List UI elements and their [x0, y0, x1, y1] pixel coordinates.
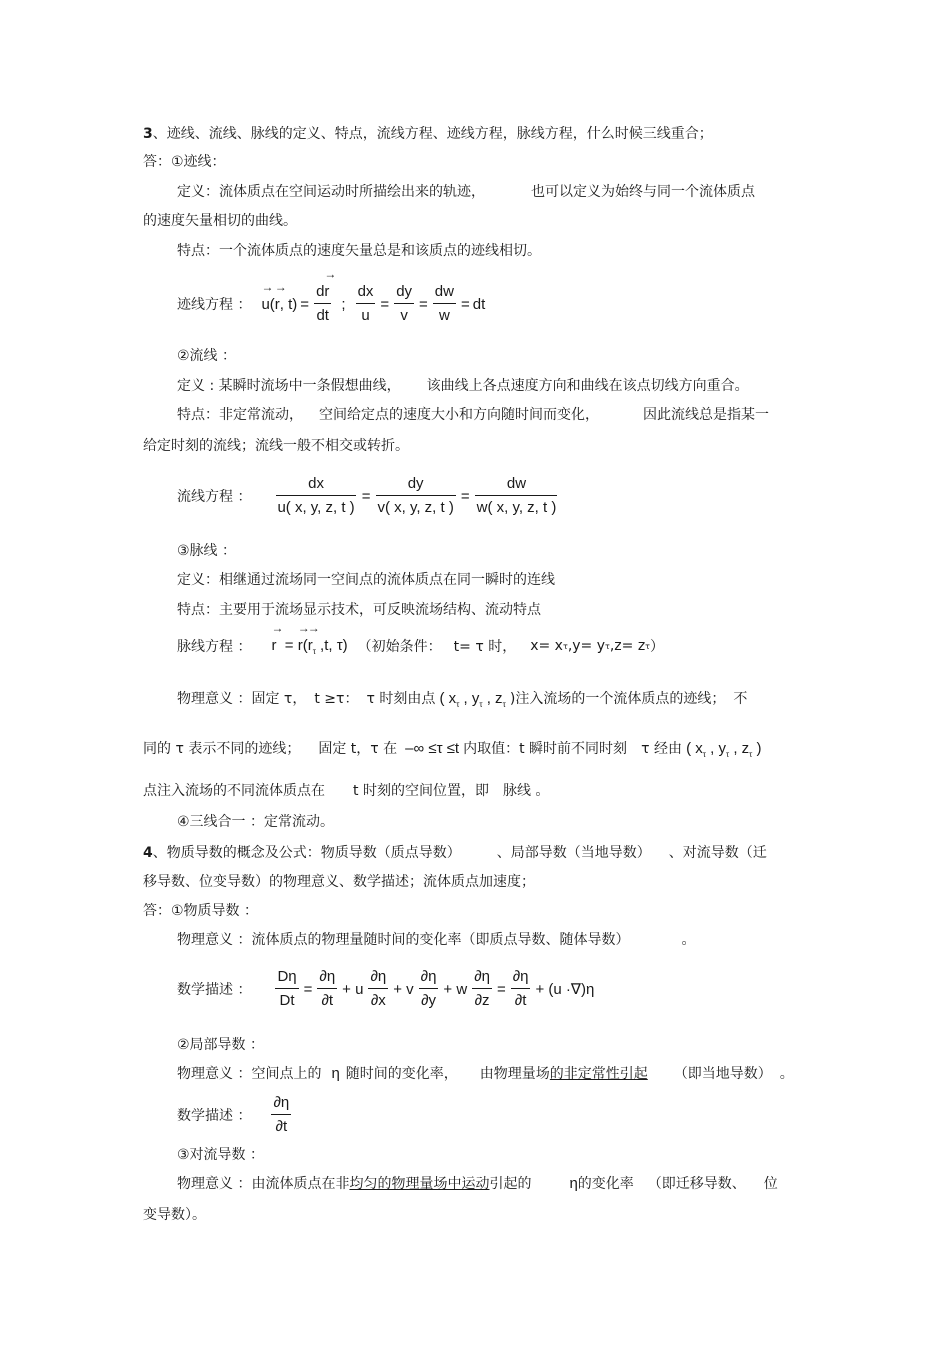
fraction: $\frac{\partial\eta}{\partial x}$ [370, 968, 387, 1009]
three-lines-coincide: ④三线合一 ：定常流动。 [177, 814, 335, 830]
streakline-title: ③脉线 ： [177, 543, 237, 559]
convective-derivative-meaning-cont: 变导数）。 [143, 1207, 206, 1223]
fraction: $\frac{dw}{w}$ [434, 283, 454, 324]
fraction: $\frac{\partial\eta}{\partial t}$ [512, 968, 529, 1009]
streamline-feature-cont: 给定时刻的流线；流线一般不相交或转折。 [143, 438, 409, 454]
material-derivative-formula: 数学描述 ： $\frac{D\eta}{Dt}$ = $\frac{\partial\eta}{\partial t}$ + u $\frac{\partial\eta}{\partial x}$ + v $\frac{\partial\eta}{\partial y}$ + w $\frac{\partial\eta}{\partial z}$ = $\frac{\partial\eta}{\partial t}$ + (u ·∇)η [177, 968, 595, 1009]
fraction: $\frac{dx}{u}$ [357, 283, 374, 324]
local-derivative-meaning: 物理意义 ：空间点上的 η 随时间的变化率， 由物理量场的非定常性引起 （即当地导数） 。 [177, 1065, 794, 1082]
streamline-equation: 流线方程 ： $\frac{dx}{u( x, y, z, t )}$ = $\frac{dy}{v( x, y, z, t )}$ = $\frac{dw}{w( x, y, z, t )}$ [177, 475, 557, 516]
question-3-heading [143, 124, 713, 144]
eq-term: → r = → $r(\to r_\tau$ ,t, τ) [271, 637, 347, 656]
convective-derivative-title: ③对流导数 ： [177, 1147, 265, 1163]
question-number: 3 [143, 126, 153, 142]
fraction: $\frac{\partial\eta}{\partial t}$ [319, 968, 336, 1009]
answer-label: 答：①迹线： [143, 154, 226, 170]
streakline-physical-meaning-3: 点注入流场的不同流体质点在 t 时刻的空间位置，即 脉线 。 [143, 783, 550, 799]
streakline-physical-meaning: 物理意义 ：固定 τ， t ≥τ： τ 时刻由点 ( $x_\tau$ , $y_\tau$ , $z_\tau$ )注入流场的一个流体质点的迹线； 不 [177, 690, 748, 709]
fraction: $\frac{dy}{v}$ [396, 283, 413, 324]
streakline-physical-meaning-2: 同的 τ 表示不同的迹线； 固定 t，τ 在 –∞ ≤τ ≤t 内取值：t 瞬时前不同时刻 τ 经由 ( $x_\tau$ , $y_\tau$ , $z_\tau$ ) [143, 740, 762, 759]
streakline-definition: 定义：相继通过流场同一空间点的流体质点在同一瞬时的连线 [177, 572, 555, 588]
fraction: $\frac{\partial\eta}{\partial y}$ [420, 968, 437, 1009]
streamline-feature: 特点：非定常流动， 空间给定点的速度大小和方向随时间而变化， 因此流线总是指某一 [177, 407, 769, 423]
eq-term: → u(→ r, t) [261, 296, 297, 313]
pathline-equation: 迹线方程 ： → u(→ r, t) = $\frac{d\to r}{dt}$ ; $\frac{dx}{u}$ = $\frac{dy}{v}$ = $\frac{dw}{w}$ = dt [177, 283, 485, 325]
fraction: $\frac{d\to r}{dt}$ [314, 283, 331, 325]
streakline-feature: 特点：主要用于流场显示技术，可反映流场结构、流动特点 [177, 602, 541, 618]
convective-derivative-meaning: 物理意义 ：由流体质点在非均匀的物理量场中运动引起的 η的变化率 （即迁移导数、 位 [177, 1175, 778, 1192]
question-4-heading: 4、物质导数的概念及公式：物质导数（质点导数） 、局部导数（当地导数） 、对流导数（迁 [143, 845, 767, 861]
question-text: 、迹线、流线、脉线的定义、特点，流线方程、迹线方程，脉线方程，什么时候三线重合； [152, 126, 713, 142]
streamline-title: ②流线 ： [177, 348, 237, 364]
fraction: $\frac{D\eta}{Dt}$ [277, 968, 297, 1009]
question-number: 4 [143, 845, 153, 861]
answer-label: 答：①物质导数 ： [143, 903, 259, 919]
fraction: $\frac{dw}{w( x, y, z, t )}$ [476, 475, 557, 516]
fraction: $\frac{dy}{v( x, y, z, t )}$ [377, 475, 454, 516]
pathline-definition: 定义：流体质点在空间运动时所描绘出来的轨迹， 也可以定义为始终与同一个流体质点 [177, 184, 755, 200]
local-derivative-formula: 数学描述 ： $\frac{\partial\eta}{\partial t}$ [177, 1094, 290, 1135]
question-4-heading-cont: 移导数、位变导数）的物理意义、数学描述；流体质点加速度； [143, 874, 535, 890]
pathline-feature: 特点：一个流体质点的速度矢量总是和该质点的迹线相切。 [177, 243, 541, 259]
material-derivative-meaning: 物理意义 ：流体质点的物理量随时间的变化率（即质点导数、随体导数） 。 [177, 932, 696, 948]
streamline-definition: 定义 : 某瞬时流场中一条假想曲线， 该曲线上各点速度方向和曲线在该点切线方向重合。 [177, 378, 749, 394]
pathline-definition-cont: 的速度矢量相切的曲线。 [143, 213, 297, 229]
streakline-equation: 脉线方程 ： → r = → $r(\to r_\tau$ ,t, τ) （初始条件： t= τ 时， x= x τ ,y= y τ ,z= z τ ） [177, 636, 664, 656]
fraction: $\frac{\partial\eta}{\partial t}$ [273, 1094, 290, 1135]
fraction: $\frac{dx}{u( x, y, z, t )}$ [277, 475, 355, 516]
local-derivative-title: ②局部导数 ： [177, 1037, 265, 1053]
fraction: $\frac{\partial\eta}{\partial z}$ [474, 968, 490, 1009]
